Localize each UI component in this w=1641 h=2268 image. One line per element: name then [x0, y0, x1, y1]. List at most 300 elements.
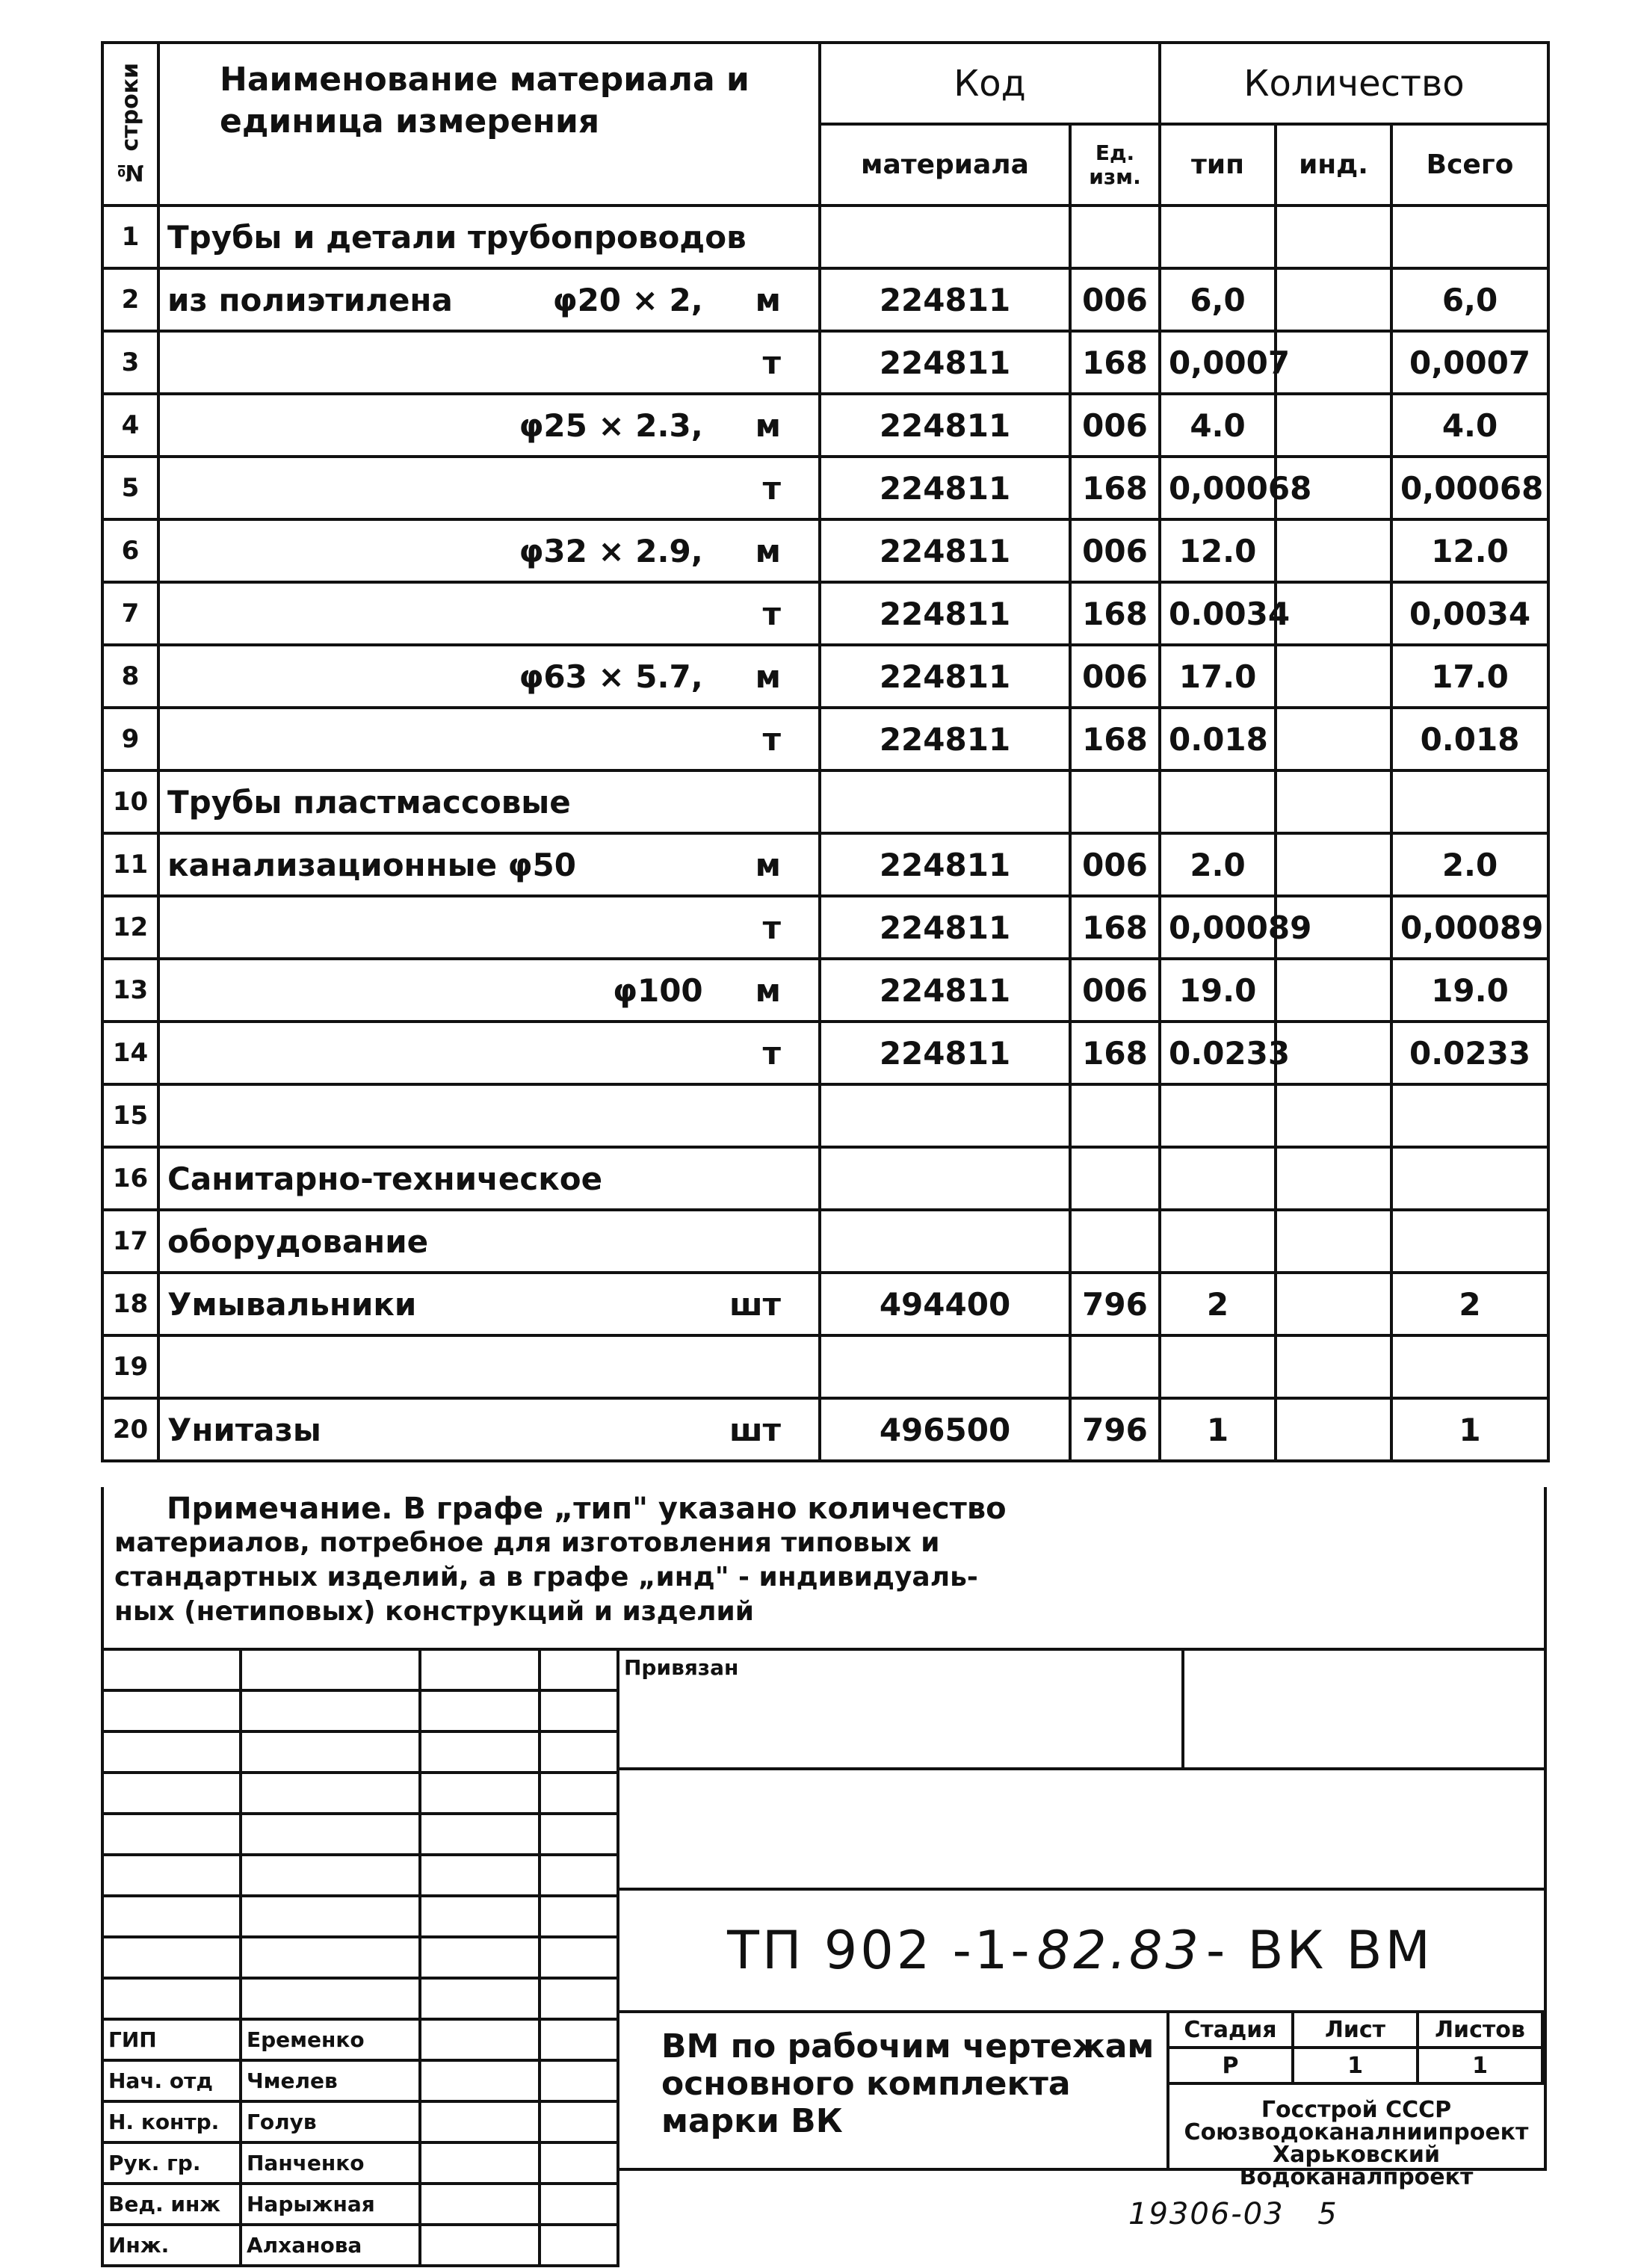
table-row [102, 1398, 1548, 1461]
blank-cell [102, 1978, 241, 2019]
note-line: стандартных изделий, а в графе „инд" - индивидуаль- [114, 1562, 978, 1592]
signature-cell [420, 2060, 540, 2101]
material-unit: т [762, 1034, 781, 1072]
unit-code [1070, 1335, 1160, 1398]
material-code: 494400 [820, 1273, 1070, 1335]
unit-code: 168 [1070, 582, 1160, 645]
qty-total: 1 [1391, 1398, 1548, 1461]
title-block [616, 1648, 1547, 2190]
org-line: Союзводоканалниипроект [1184, 2119, 1529, 2145]
row-number: 10 [102, 770, 158, 833]
specification-table [101, 41, 1550, 1462]
qty-ind [1276, 1147, 1391, 1210]
sheet-value: 1 [1293, 2048, 1418, 2083]
unit-code [1070, 1210, 1160, 1273]
material-code [820, 1147, 1070, 1210]
date-cell [540, 2019, 618, 2060]
row-number: 1 [102, 206, 158, 268]
material-name-text: оборудование [167, 1223, 429, 1260]
signer-name: Еременко [241, 2019, 420, 2060]
qty-total: 2.0 [1391, 833, 1548, 896]
table-row [102, 519, 1548, 582]
qty-type [1160, 770, 1276, 833]
table-row [102, 268, 1548, 331]
material-name [158, 206, 820, 268]
date-cell [540, 1978, 618, 2019]
material-name [158, 457, 820, 519]
material-name-text: Трубы пластмассовые [167, 783, 571, 821]
qty-total: 0.018 [1391, 708, 1548, 770]
material-name [158, 959, 820, 1022]
unit-code: 796 [1070, 1273, 1160, 1335]
material-name [158, 1335, 820, 1398]
signature-row [102, 2225, 618, 2266]
signature-row [102, 2101, 618, 2142]
blank-cell [102, 1773, 241, 1814]
signer-role: Н. контр. [102, 2101, 241, 2142]
row-number: 2 [102, 268, 158, 331]
material-code: 224811 [820, 582, 1070, 645]
unit-code: 006 [1070, 833, 1160, 896]
header-row-no: № строки [102, 43, 158, 206]
signature-cell [420, 2225, 540, 2266]
unit-code [1070, 770, 1160, 833]
material-unit: т [762, 909, 781, 946]
signature-row [102, 1855, 618, 1896]
qty-ind [1276, 1398, 1391, 1461]
date-cell [540, 1814, 618, 1855]
signature-cell [420, 1978, 540, 2019]
stage-label: Стадия [1168, 2012, 1293, 2048]
header-qty-ind: инд. [1276, 124, 1391, 206]
material-dimension: φ32 × 2.9, [519, 532, 703, 569]
qty-ind [1276, 268, 1391, 331]
date-cell [540, 1855, 618, 1896]
signer-role: Вед. инж [102, 2184, 241, 2225]
material-name [158, 394, 820, 457]
blank-cell [241, 1690, 420, 1731]
material-dimension: φ25 × 2.3, [519, 407, 703, 444]
row-number: 7 [102, 582, 158, 645]
material-name [158, 1022, 820, 1084]
material-code: 496500 [820, 1398, 1070, 1461]
qty-total: 12.0 [1391, 519, 1548, 582]
date-cell [540, 1649, 618, 1690]
material-name [158, 645, 820, 708]
note [101, 1487, 1547, 1648]
signer-name: Панченко [241, 2142, 420, 2184]
blank-cell [241, 1773, 420, 1814]
material-name [158, 833, 820, 896]
qty-type: 0.018 [1160, 708, 1276, 770]
qty-type [1160, 1210, 1276, 1273]
blank-cell [241, 1937, 420, 1978]
signature-cell [420, 2019, 540, 2060]
qty-total [1391, 1210, 1548, 1273]
signature-row [102, 2184, 618, 2225]
qty-ind [1276, 645, 1391, 708]
row-number: 4 [102, 394, 158, 457]
qty-ind [1276, 582, 1391, 645]
signature-row [102, 2019, 618, 2060]
signer-role: Инж. [102, 2225, 241, 2266]
blank-cell [241, 1978, 420, 2019]
qty-ind [1276, 708, 1391, 770]
qty-type [1160, 1147, 1276, 1210]
table-row [102, 394, 1548, 457]
unit-code: 006 [1070, 959, 1160, 1022]
header-quantity: Количество [1160, 43, 1548, 124]
code-number: 82.83 [1036, 1920, 1202, 1981]
date-cell [540, 2142, 618, 2184]
doc-title-line: марки ВК [661, 2102, 843, 2140]
unit-code: 168 [1070, 708, 1160, 770]
row-number: 15 [102, 1084, 158, 1147]
qty-total: 0,00089 [1391, 896, 1548, 959]
signer-role: Рук. гр. [102, 2142, 241, 2184]
qty-type: 0.0034 [1160, 582, 1276, 645]
blank-cell [102, 1937, 241, 1978]
date-cell [540, 1690, 618, 1731]
row-number: 11 [102, 833, 158, 896]
signature-row [102, 1649, 618, 1690]
signature-row [102, 1814, 618, 1855]
material-unit: м [755, 658, 781, 695]
blank-cell [241, 1896, 420, 1937]
material-name [158, 268, 820, 331]
qty-ind [1276, 959, 1391, 1022]
qty-total: 2 [1391, 1273, 1548, 1335]
table-row [102, 896, 1548, 959]
signature-cell [420, 1649, 540, 1690]
signature-row [102, 1937, 618, 1978]
material-code: 224811 [820, 331, 1070, 394]
qty-ind [1276, 833, 1391, 896]
signature-cell [420, 2142, 540, 2184]
qty-total [1391, 1335, 1548, 1398]
org-line: Госстрой СССР [1261, 2097, 1452, 2123]
blank-cell [241, 1649, 420, 1690]
qty-type: 4.0 [1160, 394, 1276, 457]
material-name-text: Унитазы [167, 1411, 321, 1448]
table-row [102, 708, 1548, 770]
material-unit: т [762, 344, 781, 381]
blank-cell [102, 1690, 241, 1731]
unit-code: 168 [1070, 1022, 1160, 1084]
qty-total: 19.0 [1391, 959, 1548, 1022]
material-code: 224811 [820, 457, 1070, 519]
signature-row [102, 2060, 618, 2101]
signature-row [102, 1896, 618, 1937]
material-code: 224811 [820, 519, 1070, 582]
material-code: 224811 [820, 959, 1070, 1022]
qty-ind [1276, 1335, 1391, 1398]
organization [1169, 2099, 1543, 2189]
material-name [158, 708, 820, 770]
material-code [820, 770, 1070, 833]
qty-ind [1276, 770, 1391, 833]
document-code [616, 1888, 1544, 2013]
row-number: 18 [102, 1273, 158, 1335]
table-row [102, 457, 1548, 519]
qty-type: 2 [1160, 1273, 1276, 1335]
material-code: 224811 [820, 394, 1070, 457]
qty-total: 6,0 [1391, 268, 1548, 331]
qty-total [1391, 1084, 1548, 1147]
qty-type: 0,00089 [1160, 896, 1276, 959]
material-unit: м [755, 971, 781, 1009]
blank-cell [102, 1814, 241, 1855]
material-code [820, 1335, 1070, 1398]
doc-title-line: основного комплекта [661, 2065, 1071, 2103]
org-line: Водоканалпроект [1239, 2164, 1474, 2190]
material-name [158, 1084, 820, 1147]
table-row [102, 331, 1548, 394]
material-code: 224811 [820, 645, 1070, 708]
material-code: 224811 [820, 896, 1070, 959]
signature-row [102, 1731, 618, 1773]
signature-table [101, 1648, 619, 2267]
material-code [820, 206, 1070, 268]
signature-row [102, 1690, 618, 1731]
header-code-material: материала [820, 124, 1070, 206]
material-unit: м [755, 407, 781, 444]
material-unit: шт [729, 1411, 781, 1448]
unit-code: 006 [1070, 394, 1160, 457]
doc-title-line: ВМ по рабочим чертежам [661, 2027, 1155, 2065]
unit-code [1070, 1084, 1160, 1147]
material-unit: м [755, 281, 781, 318]
qty-total: 4.0 [1391, 394, 1548, 457]
unit-code: 006 [1070, 519, 1160, 582]
material-name-text: Санитарно-техническое [167, 1160, 603, 1197]
material-name [158, 1147, 820, 1210]
signature-cell [420, 1855, 540, 1896]
qty-type [1160, 1084, 1276, 1147]
qty-type: 19.0 [1160, 959, 1276, 1022]
unit-code [1070, 206, 1160, 268]
unit-code: 006 [1070, 268, 1160, 331]
row-number: 12 [102, 896, 158, 959]
row-number: 5 [102, 457, 158, 519]
blank-cell [102, 1855, 241, 1896]
footer-page: 5 [1317, 2197, 1338, 2231]
material-name-text: канализационные φ50 [167, 846, 576, 883]
row-number: 20 [102, 1398, 158, 1461]
blank-cell [241, 1731, 420, 1773]
material-unit: т [762, 595, 781, 632]
qty-total: 0,0007 [1391, 331, 1548, 394]
sheet-label: Лист [1293, 2012, 1418, 2048]
qty-ind [1276, 1210, 1391, 1273]
qty-type: 0,00068 [1160, 457, 1276, 519]
blank-cell [102, 1649, 241, 1690]
qty-type: 12.0 [1160, 519, 1276, 582]
table-row [102, 959, 1548, 1022]
table-row [102, 1022, 1548, 1084]
material-unit: м [755, 532, 781, 569]
qty-total: 17.0 [1391, 645, 1548, 708]
signature-cell [420, 2101, 540, 2142]
header-qty-total: Всего [1391, 124, 1548, 206]
row-number: 9 [102, 708, 158, 770]
signer-name: Голув [241, 2101, 420, 2142]
material-unit: шт [729, 1285, 781, 1323]
signer-role: ГИП [102, 2019, 241, 2060]
unit-code: 168 [1070, 331, 1160, 394]
material-name [158, 582, 820, 645]
blank-cell [241, 1814, 420, 1855]
unit-code: 168 [1070, 457, 1160, 519]
row-number: 14 [102, 1022, 158, 1084]
qty-ind [1276, 331, 1391, 394]
qty-total [1391, 1147, 1548, 1210]
signature-cell [420, 1731, 540, 1773]
row-number: 16 [102, 1147, 158, 1210]
qty-type: 2.0 [1160, 833, 1276, 896]
row-number: 17 [102, 1210, 158, 1273]
unit-code: 006 [1070, 645, 1160, 708]
material-code: 224811 [820, 1022, 1070, 1084]
material-name [158, 770, 820, 833]
material-dimension: φ63 × 5.7, [519, 658, 703, 695]
material-dimension: φ100 [613, 971, 703, 1009]
sheets-value: 1 [1418, 2048, 1542, 2083]
row-number: 3 [102, 331, 158, 394]
qty-total [1391, 770, 1548, 833]
qty-total: 0,0034 [1391, 582, 1548, 645]
code-suffix: - ВК ВМ [1206, 1920, 1433, 1981]
signature-cell [420, 1937, 540, 1978]
blank-cell [102, 1731, 241, 1773]
table-row [102, 645, 1548, 708]
qty-ind [1276, 1273, 1391, 1335]
material-name [158, 519, 820, 582]
privyazan-label: Привязан [624, 1655, 739, 1680]
material-name-text: из полиэтилена [167, 281, 453, 318]
table-row [102, 1335, 1548, 1398]
signer-name: Нарыжная [241, 2184, 420, 2225]
date-cell [540, 2060, 618, 2101]
material-code: 224811 [820, 268, 1070, 331]
row-number: 19 [102, 1335, 158, 1398]
signer-name: Алханова [241, 2225, 420, 2266]
note-line: материалов, потребное для изготовления типовых и [114, 1527, 940, 1558]
header-qty-type: тип [1160, 124, 1276, 206]
signature-cell [420, 1690, 540, 1731]
table-row [102, 833, 1548, 896]
material-name [158, 896, 820, 959]
org-line: Харьковский [1273, 2142, 1440, 2168]
blank-cell [102, 1896, 241, 1937]
header-code-unit: Ед. изм. [1070, 124, 1160, 206]
privyazan-cell [616, 1651, 1184, 1770]
qty-ind [1276, 519, 1391, 582]
signature-cell [420, 2184, 540, 2225]
signer-role: Нач. отд [102, 2060, 241, 2101]
signature-row [102, 1773, 618, 1814]
row-number: 6 [102, 519, 158, 582]
row-number: 8 [102, 645, 158, 708]
material-unit: т [762, 720, 781, 758]
note-line: Примечание. В графе „тип" указано количество [167, 1492, 1007, 1526]
material-name [158, 1273, 820, 1335]
material-unit: т [762, 469, 781, 507]
material-dimension: φ20 × 2, [552, 281, 703, 318]
code-prefix: ТП 902 -1- [727, 1920, 1033, 1981]
stage-value: Р [1168, 2048, 1293, 2083]
qty-ind [1276, 394, 1391, 457]
qty-total: 0,00068 [1391, 457, 1548, 519]
material-name-text: Трубы и детали трубопроводов [167, 218, 747, 256]
signature-cell [420, 1773, 540, 1814]
footer-doc-number: 19306-03 [1128, 2197, 1285, 2231]
table-row [102, 206, 1548, 268]
table-row [102, 582, 1548, 645]
sheets-label: Листов [1418, 2012, 1542, 2048]
signature-row [102, 2142, 618, 2184]
signature-row [102, 1978, 618, 2019]
table-row [102, 1210, 1548, 1273]
document-title [616, 2010, 1169, 2171]
title_block.inv_no [241, 1855, 420, 1896]
unit-code: 168 [1070, 896, 1160, 959]
date-cell [540, 1896, 618, 1937]
row-number: 13 [102, 959, 158, 1022]
date-cell [540, 1773, 618, 1814]
qty-total [1391, 206, 1548, 268]
signer-name: Чмелев [241, 2060, 420, 2101]
signature-cell [420, 1896, 540, 1937]
qty-type [1160, 206, 1276, 268]
note-line: ных (нетиповых) конструкций и изделий [114, 1596, 754, 1627]
table-row [102, 1084, 1548, 1147]
material-code: 224811 [820, 708, 1070, 770]
qty-type: 0.0233 [1160, 1022, 1276, 1084]
unit-code [1070, 1147, 1160, 1210]
date-cell [540, 2101, 618, 2142]
material-code [820, 1084, 1070, 1147]
date-cell [540, 2184, 618, 2225]
qty-type: 17.0 [1160, 645, 1276, 708]
qty-type: 1 [1160, 1398, 1276, 1461]
blank-cell [616, 1767, 1544, 1891]
material-name-text: Умывальники [167, 1285, 417, 1323]
qty-ind [1276, 1022, 1391, 1084]
date-cell [540, 1937, 618, 1978]
date-cell [540, 1731, 618, 1773]
material-name [158, 331, 820, 394]
qty-type: 0,0007 [1160, 331, 1276, 394]
material-name [158, 1210, 820, 1273]
signature-cell [420, 1814, 540, 1855]
header-material-name: Наименование материала и единица измерения [158, 43, 820, 206]
footer-number [1128, 2197, 1338, 2231]
qty-type: 6,0 [1160, 268, 1276, 331]
unit-code: 796 [1070, 1398, 1160, 1461]
stage-table [1166, 2010, 1544, 2085]
material-code [820, 1210, 1070, 1273]
header-code: Код [820, 43, 1160, 124]
material-unit: м [755, 846, 781, 883]
qty-ind [1276, 206, 1391, 268]
qty-ind [1276, 1084, 1391, 1147]
qty-total: 0.0233 [1391, 1022, 1548, 1084]
date-cell [540, 2225, 618, 2266]
table-row [102, 1147, 1548, 1210]
qty-type [1160, 1335, 1276, 1398]
privyazan-extra-cell [1181, 1651, 1544, 1770]
